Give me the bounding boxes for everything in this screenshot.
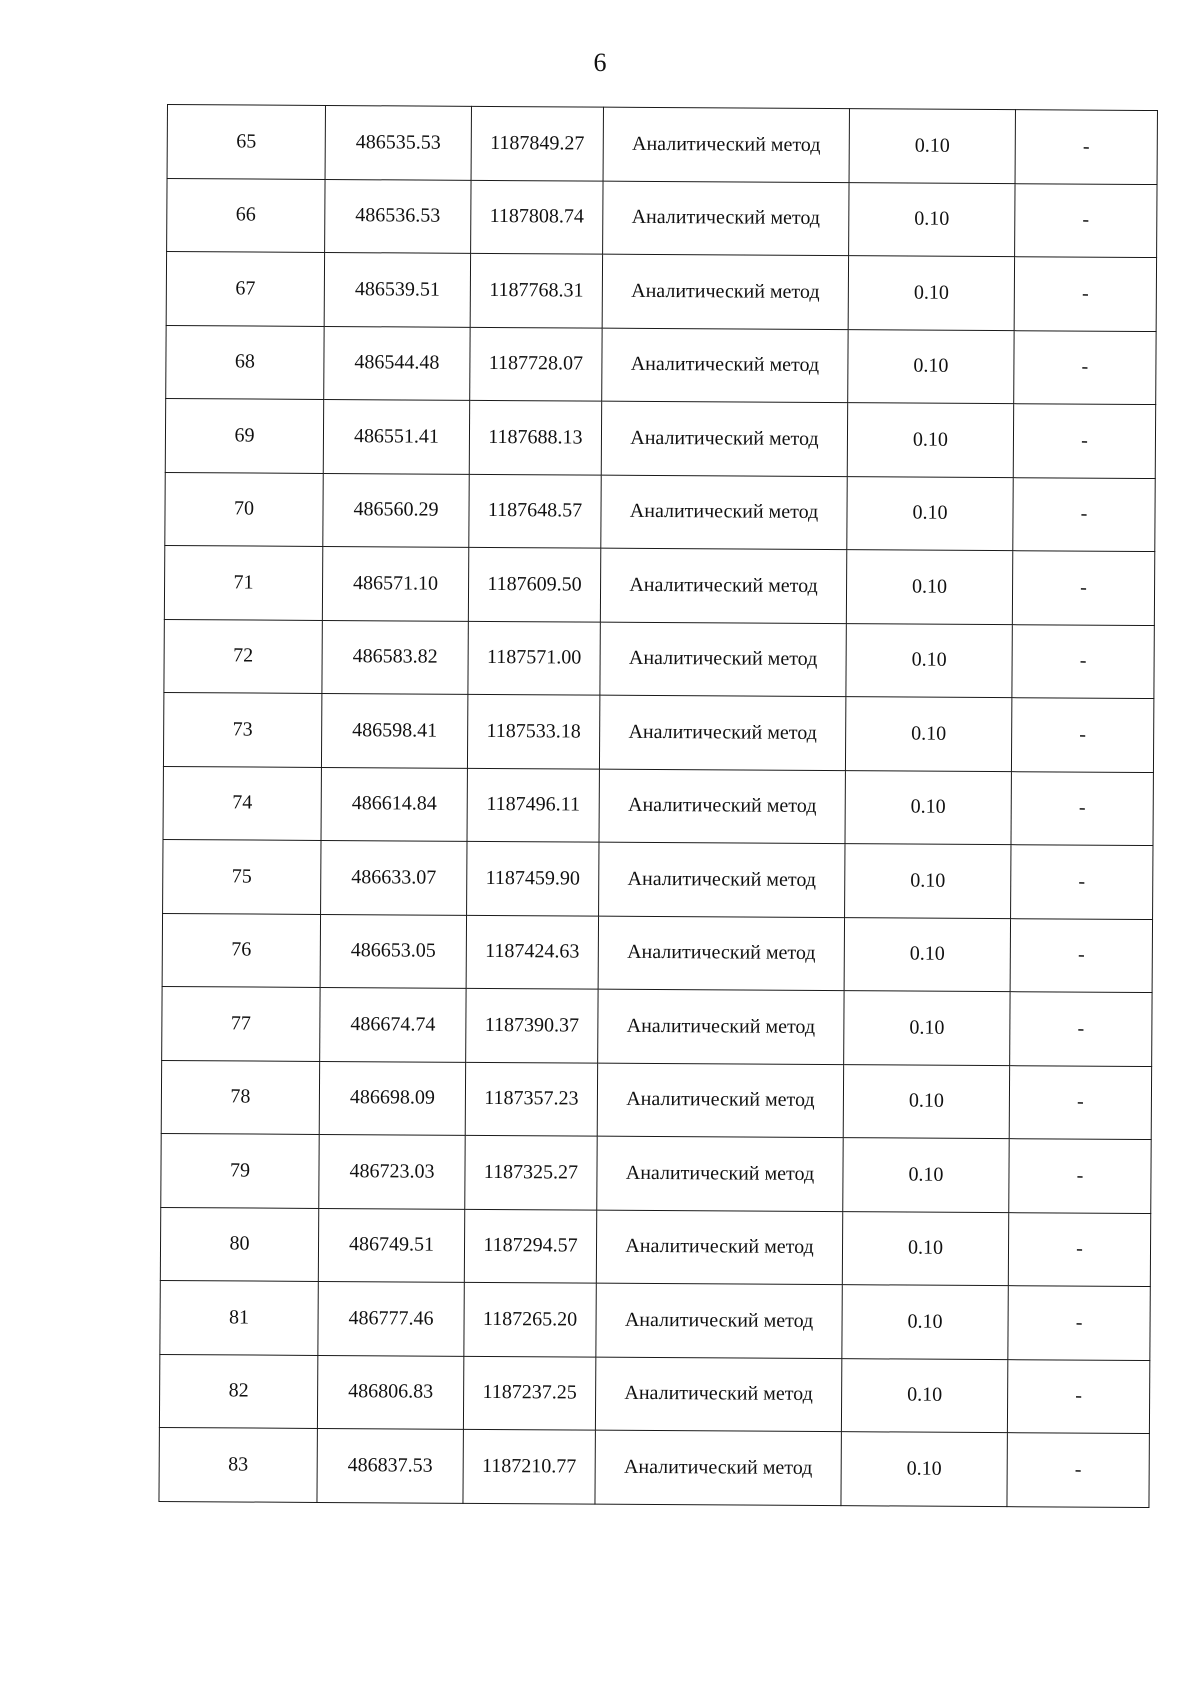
x-coordinate-cell: 486723.03 <box>319 1134 465 1208</box>
y-coordinate-cell: 1187210.77 <box>463 1429 595 1503</box>
x-coordinate-cell: 486535.53 <box>325 105 471 179</box>
note-cell: - <box>1011 845 1153 919</box>
point-number-cell: 66 <box>167 178 325 252</box>
coordinates-table-body <box>159 105 1158 1508</box>
point-number-cell: 65 <box>167 105 325 179</box>
accuracy-cell: 0.10 <box>843 1064 1009 1139</box>
table-row <box>162 986 1152 1066</box>
point-number-cell: 70 <box>165 472 323 546</box>
table-row <box>165 472 1155 552</box>
note-cell: - <box>1012 624 1154 698</box>
method-cell: Аналитический метод <box>596 1210 842 1285</box>
table-row <box>163 692 1153 772</box>
y-coordinate-cell: 1187688.13 <box>469 400 601 474</box>
note-cell: - <box>1015 110 1157 184</box>
table-row <box>159 1427 1149 1507</box>
accuracy-cell: 0.10 <box>845 770 1011 845</box>
method-cell: Аналитический метод <box>600 548 846 623</box>
point-number-cell: 78 <box>161 1060 319 1134</box>
y-coordinate-cell: 1187533.18 <box>467 694 599 768</box>
method-cell: Аналитический метод <box>602 254 848 329</box>
point-number-cell: 67 <box>166 252 324 326</box>
x-coordinate-cell: 486633.07 <box>321 840 467 914</box>
y-coordinate-cell: 1187496.11 <box>467 768 599 842</box>
y-coordinate-cell: 1187808.74 <box>471 180 603 254</box>
y-coordinate-cell: 1187237.25 <box>463 1356 595 1430</box>
table-row <box>161 1060 1151 1140</box>
x-coordinate-cell: 486544.48 <box>324 326 470 400</box>
x-coordinate-cell: 486614.84 <box>321 767 467 841</box>
x-coordinate-cell: 486777.46 <box>318 1281 464 1355</box>
method-cell: Аналитический метод <box>598 916 844 991</box>
y-coordinate-cell: 1187849.27 <box>471 106 603 180</box>
coordinates-table-wrapper <box>158 104 1157 1508</box>
x-coordinate-cell: 486536.53 <box>325 179 471 253</box>
y-coordinate-cell: 1187390.37 <box>466 988 598 1062</box>
note-cell: - <box>1007 1359 1149 1433</box>
table-row <box>162 913 1152 993</box>
y-coordinate-cell: 1187265.20 <box>464 1282 596 1356</box>
y-coordinate-cell: 1187459.90 <box>467 841 599 915</box>
method-cell: Аналитический метод <box>598 989 844 1064</box>
method-cell: Аналитический метод <box>603 181 849 256</box>
method-cell: Аналитический метод <box>595 1357 841 1432</box>
accuracy-cell: 0.10 <box>844 917 1010 992</box>
note-cell: - <box>1014 330 1156 404</box>
x-coordinate-cell: 486551.41 <box>323 399 469 473</box>
y-coordinate-cell: 1187648.57 <box>469 474 601 548</box>
point-number-cell: 72 <box>164 619 322 693</box>
note-cell: - <box>1008 1286 1150 1360</box>
point-number-cell: 71 <box>164 545 322 619</box>
y-coordinate-cell: 1187294.57 <box>464 1209 596 1283</box>
accuracy-cell: 0.10 <box>848 256 1014 331</box>
method-cell: Аналитический метод <box>602 328 848 403</box>
method-cell: Аналитический метод <box>597 1136 843 1211</box>
method-cell: Аналитический метод <box>599 695 845 770</box>
accuracy-cell: 0.10 <box>841 1358 1007 1433</box>
x-coordinate-cell: 486539.51 <box>324 252 470 326</box>
accuracy-cell: 0.10 <box>847 403 1013 478</box>
note-cell: - <box>1010 992 1152 1066</box>
table-row <box>167 105 1157 185</box>
point-number-cell: 76 <box>162 913 320 987</box>
note-cell: - <box>1012 551 1154 625</box>
table-row <box>164 545 1154 625</box>
note-cell: - <box>1013 404 1155 478</box>
y-coordinate-cell: 1187424.63 <box>466 915 598 989</box>
point-number-cell: 80 <box>160 1207 318 1281</box>
table-row <box>160 1280 1150 1360</box>
page-number: 6 <box>593 48 607 77</box>
note-cell: - <box>1010 918 1152 992</box>
note-cell: - <box>1008 1212 1150 1286</box>
x-coordinate-cell: 486837.53 <box>317 1428 463 1502</box>
note-cell: - <box>1007 1433 1149 1507</box>
accuracy-cell: 0.10 <box>841 1432 1007 1507</box>
table-row <box>163 839 1153 919</box>
point-number-cell: 69 <box>165 398 323 472</box>
method-cell: Аналитический метод <box>601 475 847 550</box>
note-cell: - <box>1014 257 1156 331</box>
y-coordinate-cell: 1187325.27 <box>465 1135 597 1209</box>
y-coordinate-cell: 1187609.50 <box>468 547 600 621</box>
method-cell: Аналитический метод <box>603 107 849 182</box>
accuracy-cell: 0.10 <box>846 623 1012 698</box>
point-number-cell: 77 <box>162 986 320 1060</box>
accuracy-cell: 0.10 <box>849 182 1015 257</box>
x-coordinate-cell: 486806.83 <box>317 1355 463 1429</box>
x-coordinate-cell: 486560.29 <box>323 473 469 547</box>
note-cell: - <box>1011 698 1153 772</box>
point-number-cell: 83 <box>159 1427 317 1501</box>
coordinates-table <box>158 104 1158 1508</box>
x-coordinate-cell: 486571.10 <box>322 546 468 620</box>
table-row <box>159 1354 1149 1434</box>
point-number-cell: 74 <box>163 766 321 840</box>
point-number-cell: 79 <box>161 1133 319 1207</box>
point-number-cell: 73 <box>163 692 321 766</box>
note-cell: - <box>1015 183 1157 257</box>
table-row <box>161 1133 1151 1213</box>
x-coordinate-cell: 486653.05 <box>320 914 466 988</box>
method-cell: Аналитический метод <box>601 401 847 476</box>
method-cell: Аналитический метод <box>595 1430 841 1505</box>
method-cell: Аналитический метод <box>599 842 845 917</box>
table-row <box>167 178 1157 258</box>
note-cell: - <box>1009 1065 1151 1139</box>
accuracy-cell: 0.10 <box>844 991 1010 1066</box>
y-coordinate-cell: 1187768.31 <box>470 253 602 327</box>
table-row <box>165 398 1155 478</box>
point-number-cell: 82 <box>159 1354 317 1428</box>
y-coordinate-cell: 1187728.07 <box>470 327 602 401</box>
note-cell: - <box>1011 771 1153 845</box>
table-row <box>166 325 1156 405</box>
table-row <box>166 252 1156 332</box>
accuracy-cell: 0.10 <box>843 1138 1009 1213</box>
accuracy-cell: 0.10 <box>845 697 1011 772</box>
accuracy-cell: 0.10 <box>847 476 1013 551</box>
accuracy-cell: 0.10 <box>848 329 1014 404</box>
method-cell: Аналитический метод <box>599 769 845 844</box>
accuracy-cell: 0.10 <box>845 844 1011 919</box>
x-coordinate-cell: 486749.51 <box>318 1208 464 1282</box>
x-coordinate-cell: 486598.41 <box>321 693 467 767</box>
table-row <box>164 619 1154 699</box>
x-coordinate-cell: 486698.09 <box>319 1061 465 1135</box>
point-number-cell: 68 <box>166 325 324 399</box>
note-cell: - <box>1013 477 1155 551</box>
y-coordinate-cell: 1187357.23 <box>465 1062 597 1136</box>
point-number-cell: 81 <box>160 1280 318 1354</box>
note-cell: - <box>1009 1139 1151 1213</box>
accuracy-cell: 0.10 <box>849 109 1015 184</box>
x-coordinate-cell: 486583.82 <box>322 620 468 694</box>
accuracy-cell: 0.10 <box>842 1285 1008 1360</box>
method-cell: Аналитический метод <box>600 622 846 697</box>
accuracy-cell: 0.10 <box>846 550 1012 625</box>
method-cell: Аналитический метод <box>596 1283 842 1358</box>
point-number-cell: 75 <box>163 839 321 913</box>
x-coordinate-cell: 486674.74 <box>320 987 466 1061</box>
accuracy-cell: 0.10 <box>842 1211 1008 1286</box>
table-row <box>160 1207 1150 1287</box>
table-row <box>163 766 1153 846</box>
y-coordinate-cell: 1187571.00 <box>468 621 600 695</box>
method-cell: Аналитический метод <box>597 1063 843 1138</box>
